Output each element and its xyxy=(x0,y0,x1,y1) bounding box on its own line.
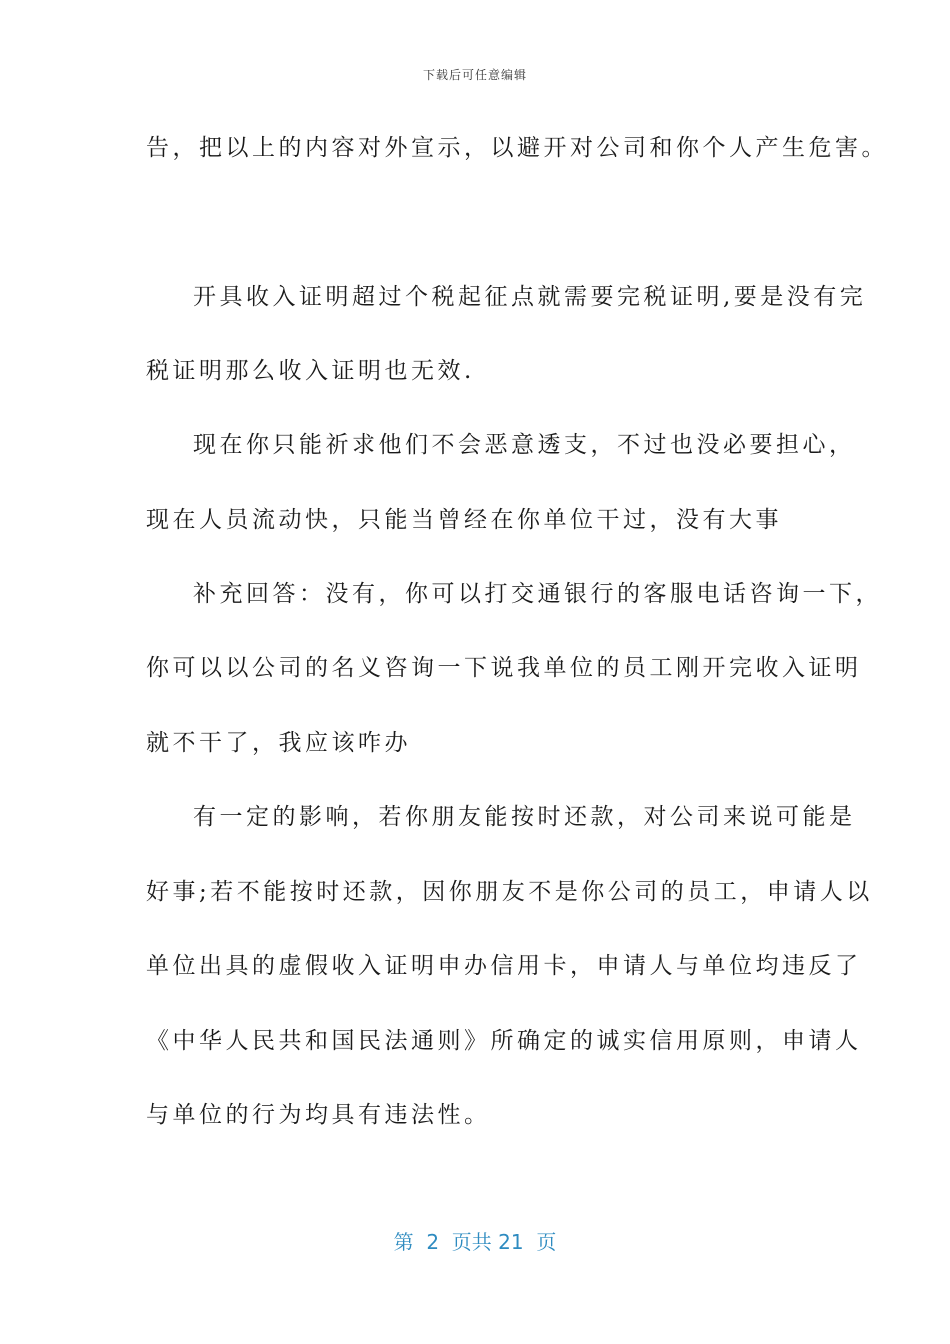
paragraph-line: 《中华人民共和国民法通则》所确定的诚实信用原则，申请人 xyxy=(146,1028,862,1054)
paragraph-line: 开具收入证明超过个税起征点就需要完税证明,要是没有完 xyxy=(193,284,867,310)
paragraph-line: 你可以以公司的名义咨询一下说我单位的员工刚开完收入证明 xyxy=(146,655,862,681)
paragraph-line: 有一定的影响，若你朋友能按时还款，对公司来说可能是 xyxy=(193,804,856,830)
paragraph-line: 告，把以上的内容对外宣示，以避开对公司和你个人产生危害。 xyxy=(146,135,888,161)
paragraph-line: 补充回答：没有，你可以打交通银行的客服电话咨询一下， xyxy=(193,581,882,607)
paragraph-line: 现在你只能祈求他们不会恶意透支，不过也没必要担心， xyxy=(193,432,856,458)
paragraph-line: 现在人员流动快，只能当曾经在你单位干过，没有大事 xyxy=(146,507,782,533)
paragraph-line: 与单位的行为均具有违法性。 xyxy=(146,1102,491,1128)
page-header: 下载后可任意编辑 xyxy=(422,68,527,82)
paragraph-line: 税证明那么收入证明也无效. xyxy=(146,358,475,384)
paragraph-line: 就不干了，我应该咋办 xyxy=(146,730,411,756)
paragraph-line: 单位出具的虚假收入证明申办信用卡，申请人与单位均违反了 xyxy=(146,953,862,979)
page-number-footer: 第 2 页共 21 页 xyxy=(393,1230,557,1254)
paragraph-line: 好事;若不能按时还款，因你朋友不是你公司的员工，申请人以 xyxy=(146,879,873,905)
